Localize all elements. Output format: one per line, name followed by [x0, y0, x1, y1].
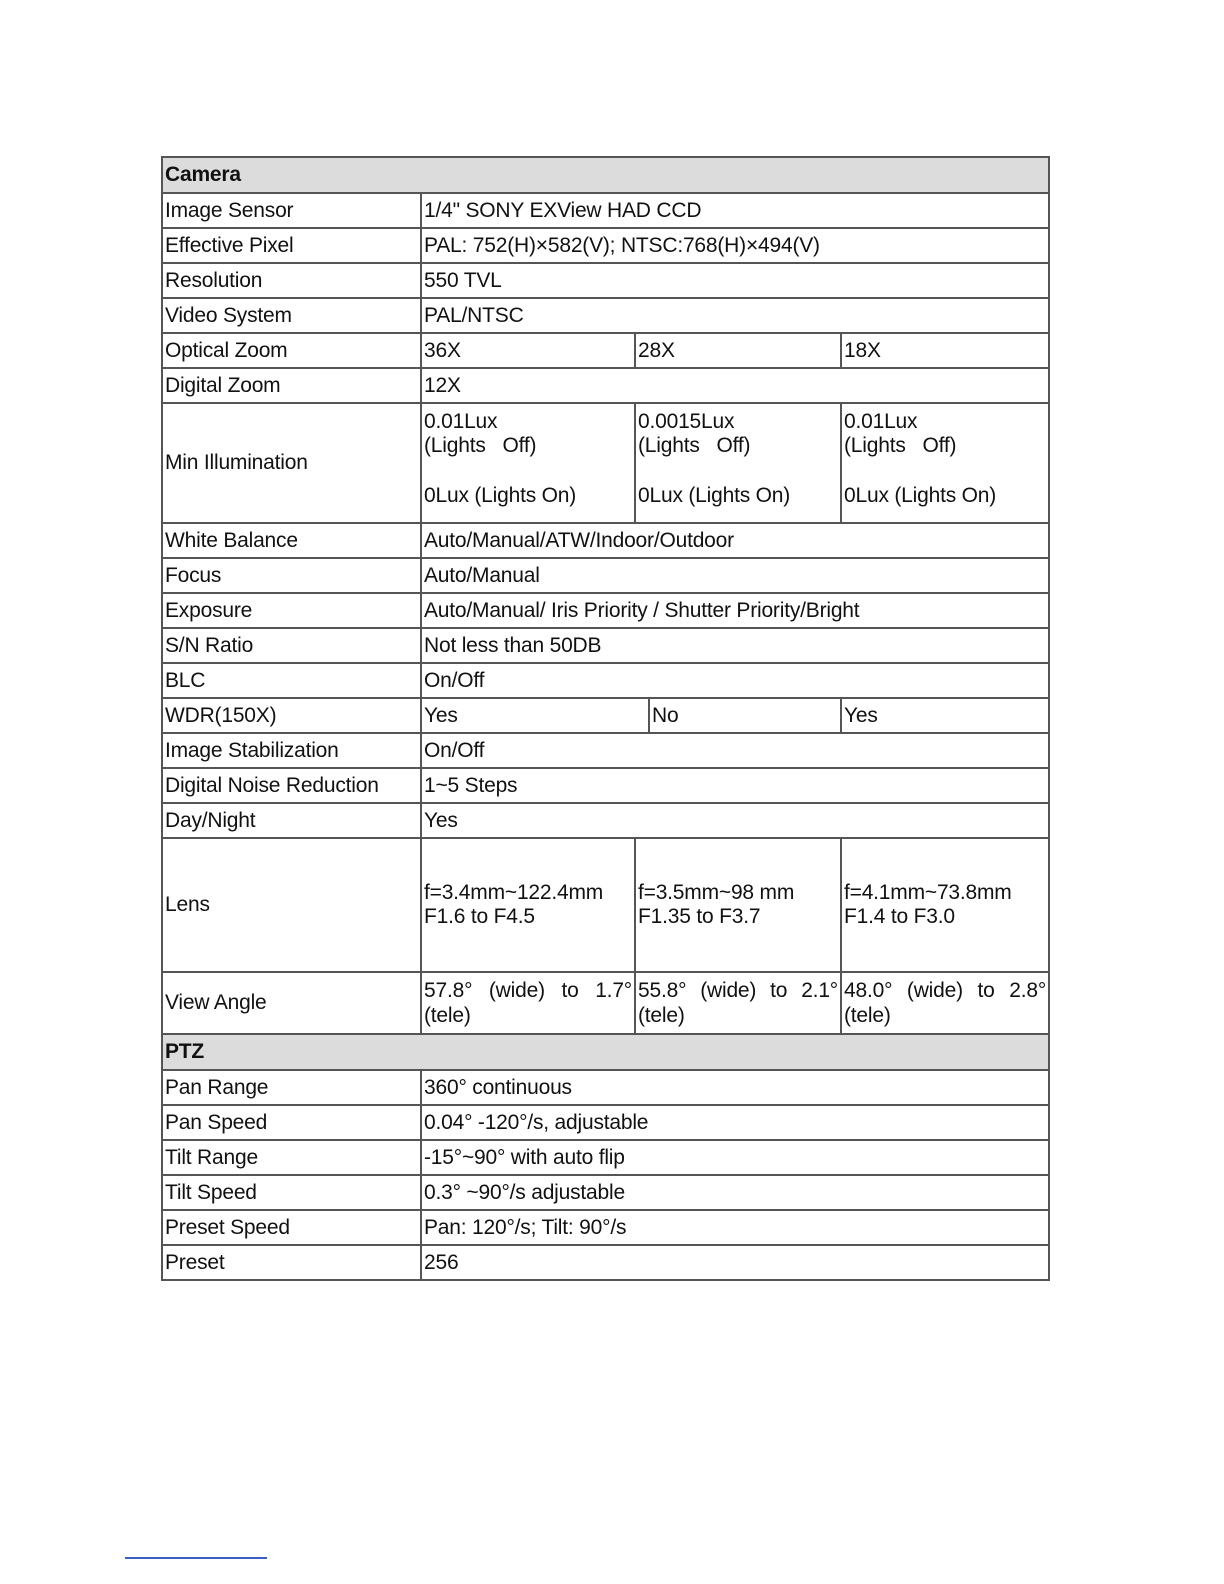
row-label: BLC	[162, 663, 421, 698]
lens-focal-length: f=4.1mm~73.8mm	[844, 881, 1012, 904]
table-row	[162, 1245, 1049, 1280]
illumination-cell-model-2	[635, 403, 841, 523]
table-row	[162, 523, 1049, 558]
table-row-lens	[162, 838, 1049, 972]
row-value-model-2: 28X	[635, 333, 841, 368]
table-row	[162, 1210, 1049, 1245]
illumination-lights-off: (Lights Off)	[424, 434, 537, 457]
row-label: WDR(150X)	[162, 698, 421, 733]
lens-focal-length: f=3.5mm~98 mm	[638, 881, 795, 904]
row-label: Resolution	[162, 263, 421, 298]
row-label: Lens	[162, 838, 421, 972]
row-label: S/N Ratio	[162, 628, 421, 663]
row-value: -15°~90° with auto flip	[421, 1140, 1049, 1175]
row-label: Video System	[162, 298, 421, 333]
table-row	[162, 228, 1049, 263]
row-value: 550 TVL	[421, 263, 1049, 298]
lens-aperture: F1.4 to F3.0	[844, 905, 955, 928]
table-row	[162, 628, 1049, 663]
row-label: Digital Zoom	[162, 368, 421, 403]
row-label: Digital Noise Reduction	[162, 768, 421, 803]
row-label: Preset	[162, 1245, 421, 1280]
row-value: Not less than 50DB	[421, 628, 1049, 663]
row-label: Min Illumination	[162, 403, 421, 523]
cell-gap	[844, 458, 1046, 484]
illumination-lights-on: 0Lux (Lights On)	[844, 484, 997, 507]
row-value: On/Off	[421, 663, 1049, 698]
row-label: Tilt Speed	[162, 1175, 421, 1210]
section-row-camera	[162, 157, 1049, 193]
row-value-model-3: Yes	[841, 698, 1049, 733]
view-angle-model-2: 55.8° (wide) to 2.1° (tele)	[635, 972, 841, 1034]
lens-cell-model-1	[421, 838, 635, 972]
row-label: Exposure	[162, 593, 421, 628]
table-row-view-angle	[162, 972, 1049, 1034]
row-value-model-3: 18X	[841, 333, 1049, 368]
row-value-model-1: Yes	[421, 698, 649, 733]
row-value: On/Off	[421, 733, 1049, 768]
row-label: Preset Speed	[162, 1210, 421, 1245]
table-row	[162, 768, 1049, 803]
spec-table	[161, 156, 1050, 1281]
illumination-lights-off: (Lights Off)	[638, 434, 751, 457]
row-label: Effective Pixel	[162, 228, 421, 263]
row-label: Image Stabilization	[162, 733, 421, 768]
table-row	[162, 663, 1049, 698]
row-label: Day/Night	[162, 803, 421, 838]
table-row	[162, 593, 1049, 628]
illumination-lux: 0.01Lux	[844, 410, 918, 433]
row-value: 256	[421, 1245, 1049, 1280]
table-row	[162, 1105, 1049, 1140]
row-label: Tilt Range	[162, 1140, 421, 1175]
section-title-camera: Camera	[162, 157, 1049, 193]
cell-gap	[424, 458, 632, 484]
row-value: Auto/Manual	[421, 558, 1049, 593]
row-value: Pan: 120°/s; Tilt: 90°/s	[421, 1210, 1049, 1245]
section-title-ptz: PTZ	[162, 1034, 1049, 1070]
row-value: 0.04° -120°/s, adjustable	[421, 1105, 1049, 1140]
footnote-separator	[125, 1557, 267, 1559]
section-row-ptz	[162, 1034, 1049, 1070]
row-value: 360° continuous	[421, 1070, 1049, 1105]
illumination-cell-model-1	[421, 403, 635, 523]
row-value-model-1: 36X	[421, 333, 635, 368]
row-value: Auto/Manual/ATW/Indoor/Outdoor	[421, 523, 1049, 558]
row-value-model-2: No	[649, 698, 841, 733]
row-label: Pan Speed	[162, 1105, 421, 1140]
table-row	[162, 558, 1049, 593]
row-value: Yes	[421, 803, 1049, 838]
row-value: Auto/Manual/ Iris Priority / Shutter Priority/Bright	[421, 593, 1049, 628]
lens-cell-model-3	[841, 838, 1049, 972]
lens-aperture: F1.6 to F4.5	[424, 905, 535, 928]
row-label: Image Sensor	[162, 193, 421, 228]
view-angle-model-3: 48.0° (wide) to 2.8° (tele)	[841, 972, 1049, 1034]
illumination-lights-off: (Lights Off)	[844, 434, 957, 457]
lens-focal-length: f=3.4mm~122.4mm	[424, 881, 604, 904]
row-value: 0.3° ~90°/s adjustable	[421, 1175, 1049, 1210]
row-value: PAL/NTSC	[421, 298, 1049, 333]
table-row	[162, 803, 1049, 838]
row-label: View Angle	[162, 972, 421, 1034]
row-value: PAL: 752(H)×582(V); NTSC:768(H)×494(V)	[421, 228, 1049, 263]
table-row	[162, 333, 1049, 368]
table-row	[162, 368, 1049, 403]
view-angle-model-1: 57.8° (wide) to 1.7° (tele)	[421, 972, 635, 1034]
table-row	[162, 1175, 1049, 1210]
illumination-lux: 0.0015Lux	[638, 410, 735, 433]
row-value: 1/4" SONY EXView HAD CCD	[421, 193, 1049, 228]
row-label: White Balance	[162, 523, 421, 558]
table-row	[162, 1140, 1049, 1175]
row-label: Optical Zoom	[162, 333, 421, 368]
table-row	[162, 193, 1049, 228]
table-row	[162, 733, 1049, 768]
illumination-lux: 0.01Lux	[424, 410, 498, 433]
table-row-min-illumination	[162, 403, 1049, 523]
lens-aperture: F1.35 to F3.7	[638, 905, 761, 928]
illumination-lights-on: 0Lux (Lights On)	[638, 484, 791, 507]
row-value: 12X	[421, 368, 1049, 403]
cell-gap	[638, 458, 838, 484]
lens-cell-model-2	[635, 838, 841, 972]
table-row	[162, 298, 1049, 333]
table-row	[162, 698, 1049, 733]
illumination-cell-model-3	[841, 403, 1049, 523]
table-row	[162, 263, 1049, 298]
row-label: Pan Range	[162, 1070, 421, 1105]
illumination-lights-on: 0Lux (Lights On)	[424, 484, 577, 507]
row-value: 1~5 Steps	[421, 768, 1049, 803]
row-label: Focus	[162, 558, 421, 593]
table-row	[162, 1070, 1049, 1105]
